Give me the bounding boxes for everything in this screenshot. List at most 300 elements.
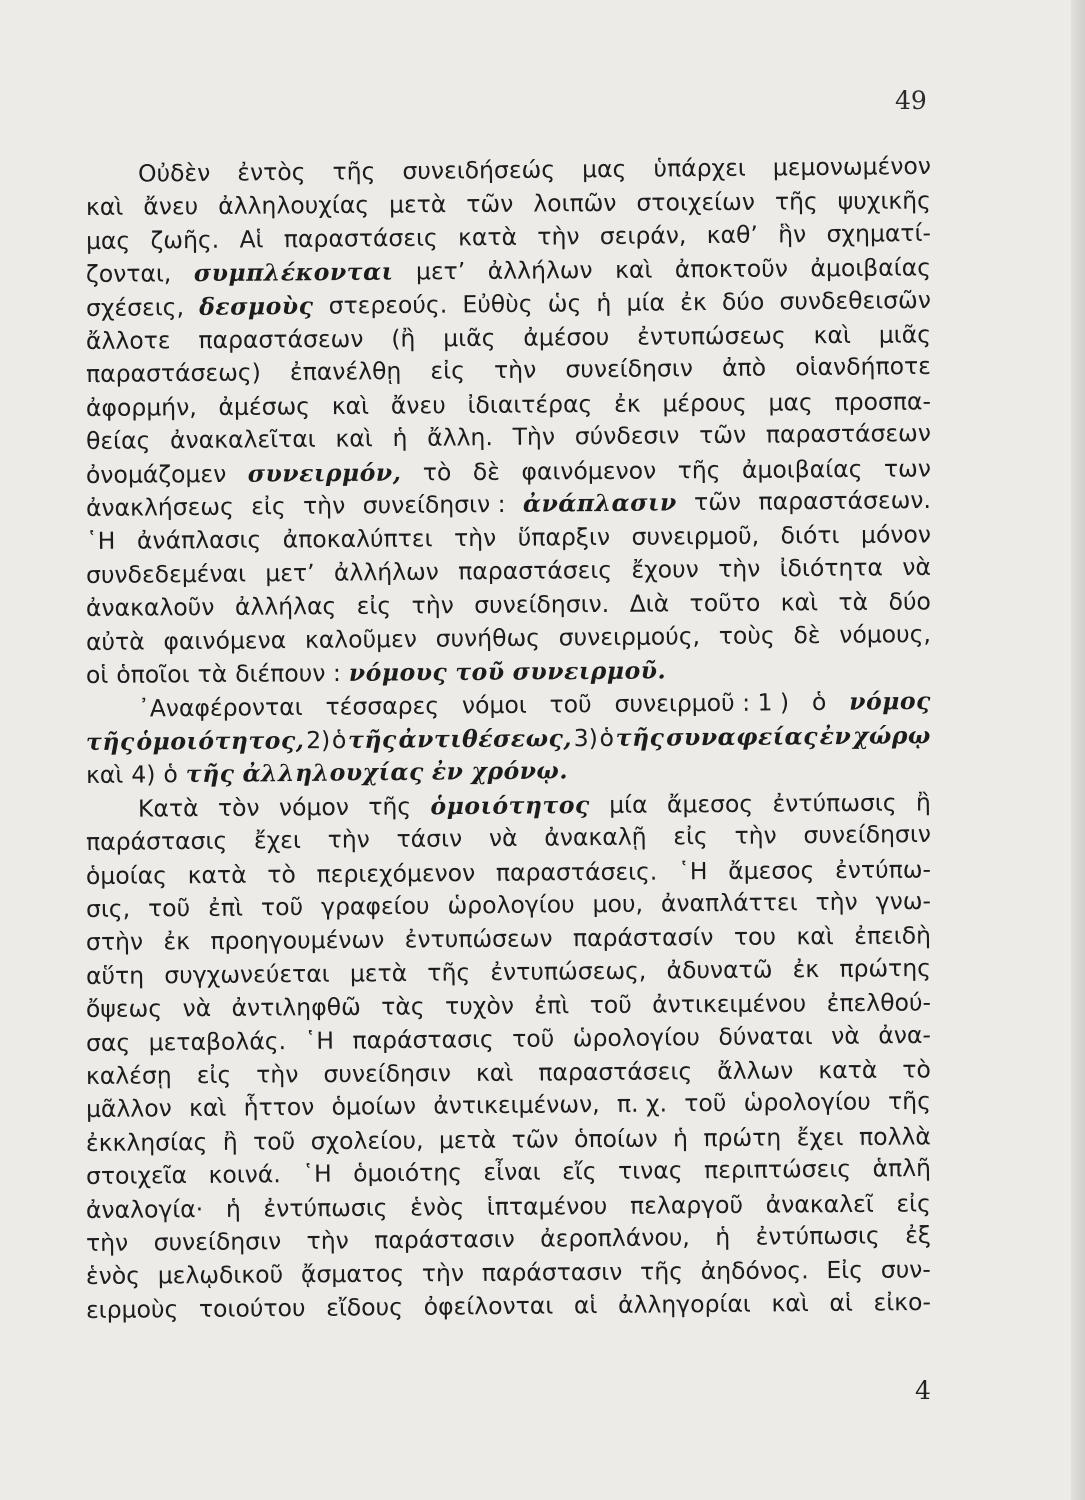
word: τῆς xyxy=(332,157,376,186)
word: προσπα- xyxy=(834,387,932,416)
page-edge xyxy=(1071,0,1085,1500)
word: μου, xyxy=(592,889,644,919)
word: νόμοι xyxy=(461,690,527,719)
word: μιᾶς xyxy=(878,320,932,349)
word: ἀλληλουχίας xyxy=(218,191,370,221)
word: ὀνομάζομεν xyxy=(85,459,227,489)
word: ἧττον xyxy=(243,1093,315,1122)
word: συνειρμοῦ : 1 ) xyxy=(614,687,790,718)
emphasized-term: τοῦ xyxy=(455,657,505,687)
word: μᾶλλον xyxy=(85,1094,172,1124)
word: εἰς xyxy=(356,591,392,621)
word: ἐκκλησίας xyxy=(85,1127,208,1157)
emphasized-term: τῆς xyxy=(85,727,135,756)
word: συνείδησιν xyxy=(565,354,694,384)
word: συνδεθεισῶν xyxy=(779,285,932,315)
word: καὶ xyxy=(188,1094,227,1123)
word: μετ’ xyxy=(265,558,315,588)
word: τῆς xyxy=(639,1257,684,1287)
word: μετ’ xyxy=(415,257,466,286)
word: π. χ. xyxy=(616,1089,668,1119)
word: ὁ xyxy=(811,687,827,716)
word: συνείδησιν : xyxy=(362,490,506,520)
word: μετὰ xyxy=(388,190,447,220)
word: ἀμέσως xyxy=(218,392,311,421)
word: ἀντιληφθῶ xyxy=(231,992,361,1023)
word: (ἢ xyxy=(391,324,416,353)
word: ἀλλήλων xyxy=(333,557,439,587)
word: πολλὰ xyxy=(858,1122,931,1151)
word: τοῦ xyxy=(684,1089,727,1118)
word: ῾Η xyxy=(302,1159,332,1189)
word: τὴν xyxy=(815,887,858,916)
word: ἀνακαλεῖ xyxy=(765,1189,874,1219)
word: σας xyxy=(85,1028,131,1057)
word: ἀνακαλεῖται xyxy=(169,425,316,455)
word: εἴδους xyxy=(326,1292,404,1322)
word: εἰς xyxy=(251,492,286,521)
word: τοῦ xyxy=(260,892,304,922)
word: ὡρολογίου xyxy=(572,1022,701,1052)
word: ἄλλη. xyxy=(427,423,493,452)
word: ἐντύπωσις xyxy=(772,788,897,818)
word: εἰς xyxy=(896,1188,931,1218)
word: ἐπὶ xyxy=(534,991,570,1020)
word: σειράν, xyxy=(599,221,687,250)
word: παραστάσεων xyxy=(198,324,364,355)
word: ἀηδόνος. xyxy=(700,1256,809,1286)
emphasized-term: συναφείας xyxy=(666,722,819,752)
word: τὴν xyxy=(256,1060,299,1089)
word: Αἱ xyxy=(239,225,264,254)
word: ἀναλογία· xyxy=(85,1194,204,1224)
word: πρώτη xyxy=(703,1123,782,1152)
word: νόμον xyxy=(278,792,350,822)
word: ἀνακλήσεως xyxy=(85,492,234,523)
word: Εὐθὺς xyxy=(462,289,533,319)
word: τοιούτου xyxy=(198,1293,306,1323)
word: ἄμεσος xyxy=(728,855,815,885)
word: ἀεροπλάνου, xyxy=(540,1223,690,1253)
word: ὕπαρξιν xyxy=(517,523,611,553)
word: καὶ xyxy=(771,1288,809,1318)
word: τὴν xyxy=(327,825,370,854)
word: ειρμοὺς xyxy=(85,1294,179,1324)
word: τὴν xyxy=(85,1228,129,1257)
word: παραστάσεων. xyxy=(758,485,932,516)
word: ἀνακαλῇ xyxy=(544,822,647,852)
word: τὰς xyxy=(381,992,425,1021)
word: τὴν xyxy=(302,491,346,520)
word: νόμους, xyxy=(839,619,932,649)
word: τῆς xyxy=(368,792,412,821)
word: ῾Η xyxy=(85,527,116,556)
word: ῾Η xyxy=(304,1026,335,1055)
word: τὸ xyxy=(902,1055,931,1084)
word: ἄνευ xyxy=(390,391,446,420)
word: σις, xyxy=(85,894,131,923)
word: σχολείου, xyxy=(310,1126,424,1156)
word: ἰδιότητα xyxy=(779,553,884,583)
word: συνδεδεμέναι xyxy=(85,559,247,589)
word: ὁ xyxy=(163,760,178,789)
word: ἡ xyxy=(225,1194,241,1223)
word: συνήθως xyxy=(435,623,541,653)
word: ἄλλων xyxy=(717,1056,794,1086)
word: ἐπελθού- xyxy=(826,988,932,1018)
word: ἀπὸ xyxy=(721,353,767,383)
word: δὲ xyxy=(793,620,821,649)
word: συνείδησιν xyxy=(153,1227,282,1257)
word: παραστάσεως) xyxy=(85,358,261,389)
word: ἐξ xyxy=(904,1220,932,1250)
word: παράστασιν xyxy=(374,1224,515,1255)
word: εἴς xyxy=(562,1157,597,1186)
word: Εἰς xyxy=(826,1256,864,1285)
word: αἱ xyxy=(573,1290,598,1320)
word: τοῦ xyxy=(147,893,191,923)
word: ἀποκαλύπτει xyxy=(282,524,433,554)
word: στὴν xyxy=(85,927,144,957)
word: τὴν xyxy=(421,1259,465,1288)
word: φαινόμενα xyxy=(163,625,287,655)
word: ᾿Αναφέρονται xyxy=(137,692,303,723)
word: ἱπταμένου xyxy=(486,1191,608,1221)
word: ἑνὸς xyxy=(410,1192,465,1222)
word: συνείδησιν xyxy=(803,820,932,850)
body-text xyxy=(85,151,932,1327)
word: ὄψεως xyxy=(85,994,163,1024)
word: τῶν xyxy=(466,190,514,219)
word: ἀνάπλασις xyxy=(136,526,262,556)
emphasized-term: ἐν xyxy=(819,721,852,751)
word: Διὰ xyxy=(629,589,670,619)
word: παράστασις xyxy=(352,1024,494,1055)
word: ἀμοιβαίας xyxy=(810,253,932,283)
word: ἀλλήλων xyxy=(487,256,593,286)
word: καθ’ xyxy=(706,220,759,249)
word: περιπτώσεις xyxy=(703,1154,852,1185)
word: ἄμεσος xyxy=(666,789,754,819)
emphasized-term: τῆς xyxy=(185,759,235,789)
emphasized-term: νόμους xyxy=(348,658,448,688)
word: ἢ xyxy=(915,788,931,817)
word: ἐντυπώσεως xyxy=(637,321,786,351)
word: μετὰ xyxy=(349,958,408,988)
word: τὸ xyxy=(422,457,452,487)
word: συνειρμοῦ, xyxy=(631,522,760,552)
word: ἐπειδὴ xyxy=(854,921,932,951)
word: τὸν xyxy=(217,793,260,822)
emphasized-term: ὁμοιότητος xyxy=(430,790,590,821)
word: ἀδυνατῶ xyxy=(666,955,773,985)
emphasized-term: νόμος xyxy=(849,686,932,716)
word: δύναται xyxy=(718,1021,813,1051)
word: ὁμοίας xyxy=(85,860,168,890)
word: ἔχει xyxy=(253,826,302,855)
word: νὰ xyxy=(182,994,212,1023)
word: εἰς xyxy=(430,356,466,386)
word: τοῦτο xyxy=(689,588,761,618)
page-number: 49 xyxy=(895,86,927,115)
word: ἐντύπωσις xyxy=(263,1193,388,1223)
word: ἀποκτοῦν xyxy=(674,254,789,284)
word: αἱ xyxy=(829,1288,854,1317)
signature-mark: 4 xyxy=(915,1376,931,1405)
word: θείας xyxy=(85,426,151,456)
word: ψυχικῆς xyxy=(837,186,931,216)
word: 4) xyxy=(131,760,156,789)
word: παραστάσεις. xyxy=(495,857,658,887)
word: ἐντύπωσις xyxy=(755,1221,880,1251)
word: μία xyxy=(626,288,666,317)
word: ἣν xyxy=(778,219,807,249)
word: τάσιν xyxy=(396,824,463,854)
word: εἰκο- xyxy=(873,1287,932,1317)
word: μας xyxy=(581,154,627,184)
word: περιεχόμενον xyxy=(316,858,476,888)
word: ἐπανέλθῃ xyxy=(289,357,402,387)
emphasized-term: ἀντιθέσεως, xyxy=(398,724,573,754)
word: μεμονωμένον xyxy=(772,151,932,182)
emphasized-term: ἐν xyxy=(431,757,464,786)
word: ἐκ xyxy=(613,389,641,418)
word: γραφείου xyxy=(320,891,430,921)
word: ῾Η xyxy=(677,856,708,885)
word: Κατὰ xyxy=(137,793,199,823)
word: καὶ xyxy=(331,391,370,420)
word: ἀλλήλας xyxy=(234,592,337,622)
word: οἱ xyxy=(85,660,109,690)
word: Τὴν xyxy=(512,422,556,452)
word: τυχὸν xyxy=(444,991,514,1021)
word: κοινά. xyxy=(208,1160,281,1190)
word: τῶν xyxy=(699,420,747,450)
word: ὡρολογίου xyxy=(743,1087,871,1118)
word: στοιχείων xyxy=(636,188,756,218)
word: εἰς xyxy=(196,1060,232,1090)
word: μας xyxy=(85,226,131,255)
word: τὰ xyxy=(838,588,869,617)
word: ἔχουν xyxy=(631,554,699,584)
word: καλοῦμεν xyxy=(304,624,418,654)
word: καλέσῃ xyxy=(85,1061,172,1090)
word: καὶ xyxy=(85,193,124,222)
word: τῆς xyxy=(427,958,471,987)
word: συνειδήσεώς xyxy=(402,155,556,185)
word: ζονται, xyxy=(85,259,172,289)
word: μέρους xyxy=(662,388,747,418)
emphasized-term: συνειρμόν, xyxy=(247,458,402,488)
word: ᾄσματος xyxy=(300,1259,405,1289)
word: τὴν xyxy=(306,1226,349,1255)
word: μελῳδικοῦ xyxy=(157,1260,284,1290)
word: γνω- xyxy=(875,886,932,916)
emphasized-term: συμπλέκονται xyxy=(193,257,394,288)
word: νὰ xyxy=(830,1021,860,1050)
emphasized-term: ἀλληλουχίας xyxy=(242,758,424,788)
word: παράστασιν xyxy=(481,1258,623,1288)
word: μεταβολάς. xyxy=(148,1026,287,1056)
word: ἀλληγορίαι xyxy=(617,1289,751,1319)
word: ὡς xyxy=(547,288,582,318)
word: παραστάσεις xyxy=(283,223,438,253)
word: τοῦ xyxy=(589,990,632,1020)
word: ἄλλοτε xyxy=(85,326,171,356)
word: κατὰ xyxy=(457,222,518,252)
word: ἀντικειμένου xyxy=(652,989,807,1019)
word: ἀνα- xyxy=(878,1020,931,1049)
word: τῆς xyxy=(774,187,818,216)
word: σχηματί- xyxy=(826,218,932,248)
word: ἡ xyxy=(715,1222,731,1251)
word: ἑνὸς xyxy=(85,1261,141,1291)
word: τὴν xyxy=(537,222,580,251)
word: ἢ xyxy=(222,1127,238,1156)
word: ἀνακαλοῦν xyxy=(85,593,215,623)
word: ἔχει xyxy=(796,1122,844,1152)
word: εἰς xyxy=(673,822,708,851)
word: ὁμοίων xyxy=(331,1092,417,1122)
word: 2) xyxy=(306,725,331,755)
word: τῆς xyxy=(887,1087,932,1116)
word: στερεούς. xyxy=(328,290,448,320)
word: μετὰ xyxy=(438,1125,497,1155)
word: καὶ xyxy=(335,424,373,453)
word: ἐντύπω- xyxy=(834,854,932,884)
word: κατὰ xyxy=(818,1055,878,1085)
word: ἡ xyxy=(596,288,612,317)
word: ἄνευ xyxy=(143,192,199,221)
word: λοιπῶν xyxy=(533,189,617,218)
word: παραστάσεις xyxy=(458,555,613,586)
emphasized-term: τῆς xyxy=(347,725,397,754)
word: καὶ xyxy=(614,255,653,285)
word: τοῦ xyxy=(549,689,592,719)
word: 3) xyxy=(573,723,598,753)
word: ὀφείλονται xyxy=(423,1291,554,1321)
word: μία xyxy=(609,790,648,819)
word: συνείδησιν xyxy=(323,1059,452,1089)
word: τὴν xyxy=(411,591,454,620)
word: Οὐδὲν xyxy=(137,158,211,188)
text-line xyxy=(86,1286,931,1328)
word: ἀμοιβαίας xyxy=(741,454,863,484)
word: σύνδεσιν xyxy=(574,421,680,451)
word: συνειρμούς, xyxy=(558,621,701,652)
word: καὶ xyxy=(813,321,852,350)
word: συνείδησιν. xyxy=(474,590,610,620)
word: ἀναπλάττει xyxy=(660,888,798,918)
word: τινας xyxy=(617,1156,683,1186)
word: ἁπλῆ xyxy=(872,1154,932,1183)
word: ἀντικειμένων, xyxy=(433,1090,600,1121)
word: καὶ xyxy=(475,1058,514,1087)
word: ἐντὸς xyxy=(237,157,306,187)
word: κατὰ xyxy=(187,860,247,889)
word: μας xyxy=(768,388,813,417)
word: ἐκ xyxy=(792,954,820,983)
word: δύο xyxy=(888,587,931,616)
word: νὰ xyxy=(902,552,932,582)
word: του xyxy=(733,922,777,952)
word: τὴν xyxy=(453,524,497,553)
word: εἶναι xyxy=(483,1157,541,1187)
word: παράστασίν xyxy=(572,923,714,953)
word: ἐντυπώσεων xyxy=(404,924,553,954)
word: ὁ xyxy=(599,723,615,752)
emphasized-term: χρόνῳ. xyxy=(471,756,569,786)
word: τοὺς xyxy=(718,621,775,650)
emphasized-term: ὁμοιότητος, xyxy=(136,726,305,756)
emphasized-term: ἀνάπλασιν xyxy=(522,488,677,518)
word: πελαργοῦ xyxy=(629,1190,744,1220)
word: οἱανδήποτε xyxy=(795,352,932,382)
word: ὑπάρχει xyxy=(653,153,746,183)
word: αὕτη xyxy=(85,961,145,990)
word: δύο xyxy=(721,287,765,316)
word: καὶ xyxy=(796,922,834,951)
word: τῶν xyxy=(693,487,742,517)
word: τοῦ xyxy=(252,1127,296,1156)
word: ὁμοιότης xyxy=(353,1158,463,1188)
word: τὴν xyxy=(718,554,761,583)
word: τῆς xyxy=(677,455,721,485)
word: ὁ xyxy=(331,725,347,754)
word: αὐτὰ xyxy=(85,627,145,656)
word: δὲ xyxy=(472,457,501,486)
word: πρώτης xyxy=(839,953,932,983)
word: τῶν xyxy=(511,1125,559,1154)
word: διέπουν : xyxy=(235,659,341,688)
word: τὰ xyxy=(197,659,228,689)
word: ἐντυπώσεως, xyxy=(490,956,647,986)
word: στοιχεῖα xyxy=(85,1161,188,1191)
word: ἀφορμήν, xyxy=(85,392,197,422)
word: συν- xyxy=(880,1255,931,1285)
emphasized-term: τῆς xyxy=(615,723,665,752)
word: παράστασις xyxy=(85,826,228,857)
word: μιᾶς xyxy=(443,323,496,353)
word: παραστάσεων xyxy=(765,419,932,449)
word: παραστάσεις xyxy=(538,1057,693,1087)
word: τέσσαρες xyxy=(325,691,440,721)
word: ὡρολογίου xyxy=(447,890,575,920)
word: ὁποῖοι xyxy=(116,660,190,689)
word: φαινόμενον xyxy=(521,456,657,486)
word: ἡ xyxy=(672,1124,689,1153)
text-line xyxy=(86,818,931,860)
word: ἰδιαιτέρας xyxy=(467,389,593,419)
word: καὶ xyxy=(780,588,819,617)
word: καὶ xyxy=(85,760,124,790)
word: ἀμέσου xyxy=(523,322,610,352)
word: συγχωνεύεται xyxy=(164,959,330,989)
word: ζωῆς. xyxy=(150,225,220,255)
word: ἐκ xyxy=(680,287,707,316)
word: ἡ xyxy=(392,424,408,453)
word: ὁποίων xyxy=(573,1124,658,1153)
word: σχέσεις, xyxy=(85,292,185,322)
word: τὸ xyxy=(267,859,296,889)
word: διότι xyxy=(780,521,840,551)
word: μόνον xyxy=(860,520,932,550)
word: τὴν xyxy=(493,356,537,385)
emphasized-term: χώρῳ xyxy=(852,721,931,750)
word: νὰ xyxy=(488,823,518,853)
emphasized-term: συνειρμοῦ. xyxy=(512,656,667,686)
word: προηγουμένων xyxy=(210,926,385,956)
